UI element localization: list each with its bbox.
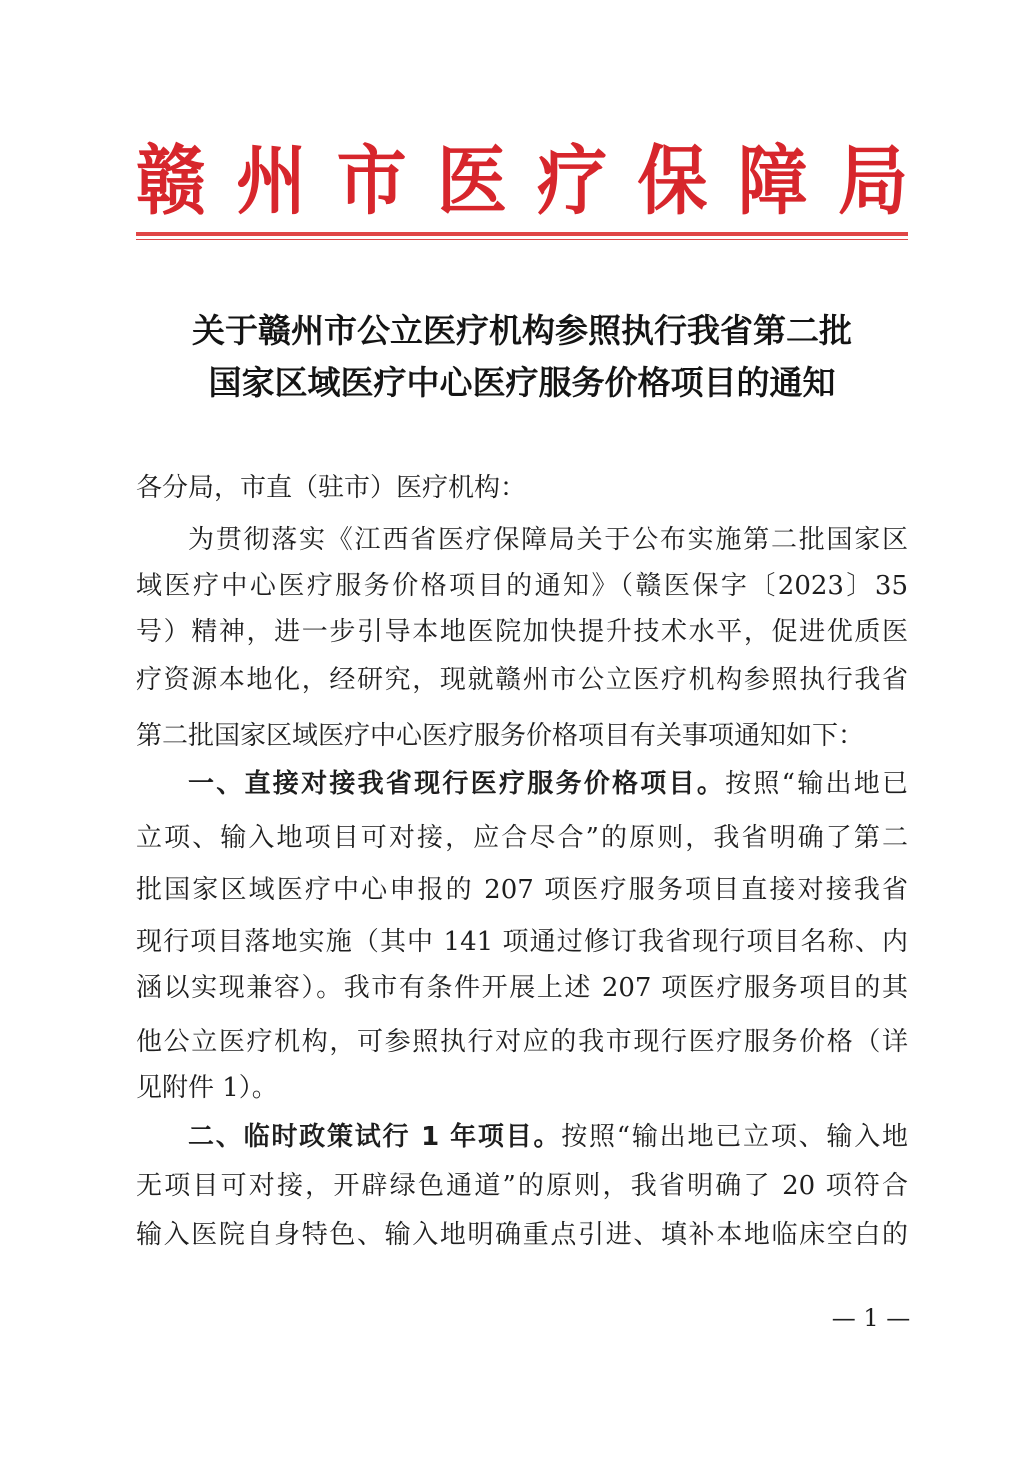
letterhead-char: 医: [436, 135, 507, 226]
body-line: 第二批国家区域医疗中心医疗服务价格项目有关事项通知如下：: [136, 721, 865, 751]
body-line: 输入医院自身特色、输入地明确重点引进、填补本地临床空白的: [136, 1220, 908, 1250]
letterhead-char: 局: [837, 135, 908, 226]
body-line: 现行项目落地实施（其中 141 项通过修订我省现行项目名称、内: [136, 927, 908, 957]
body-line: 域医疗中心医疗服务价格项目的通知》（赣医保字〔2023〕35: [136, 571, 908, 601]
letterhead-rule-thick: [136, 232, 908, 236]
body-line: 号）精神，进一步引导本地医院加快提升技术水平，促进优质医: [136, 617, 908, 647]
letterhead-char: 障: [737, 135, 808, 226]
section-1-lead: 按照“输出地已: [725, 769, 908, 799]
title-line-1: 关于赣州市公立医疗机构参照执行我省第二批: [192, 311, 852, 350]
title-line-2: 国家区域医疗中心医疗服务价格项目的通知: [208, 363, 836, 402]
letterhead-char: 疗: [537, 135, 608, 226]
section-1-heading: 一、直接对接我省现行医疗服务价格项目。: [188, 769, 726, 799]
section-2-lead: 按照“输出地已立项、输入地: [561, 1122, 908, 1152]
body-line: 疗资源本地化，经研究，现就赣州市公立医疗机构参照执行我省: [136, 665, 908, 695]
body-line: 无项目可对接，开辟绿色通道”的原则，我省明确了 20 项符合: [136, 1171, 908, 1201]
document-title: [136, 305, 908, 409]
salutation: 各分局，市直（驻市）医疗机构：: [136, 473, 527, 503]
section-1-first-line: [188, 764, 908, 804]
letterhead: [136, 135, 908, 226]
page-number: — 1 —: [831, 1304, 911, 1332]
section-2-first-line: [188, 1117, 908, 1157]
body-line: 他公立医疗机构，可参照执行对应的我市现行医疗服务价格（详: [136, 1027, 908, 1057]
body-line: 批国家区域医疗中心申报的 207 项医疗服务项目直接对接我省: [136, 875, 908, 905]
letterhead-char: 州: [236, 135, 307, 226]
section-2-heading: 二、临时政策试行 1 年项目。: [188, 1122, 562, 1152]
letterhead-char: 赣: [136, 135, 206, 226]
body-line: 涵以实现兼容）。我市有条件开展上述 207 项医疗服务项目的其: [136, 973, 908, 1003]
body-line: 立项、输入地项目可对接，应合尽合”的原则，我省明确了第二: [136, 823, 908, 853]
body-line: 为贯彻落实《江西省医疗保障局关于公布实施第二批国家区: [188, 525, 908, 555]
body-line: 见附件 1）。: [136, 1073, 278, 1103]
letterhead-char: 保: [637, 135, 708, 226]
letterhead-char: 市: [336, 135, 407, 226]
letterhead-rule-thin: [136, 239, 908, 240]
